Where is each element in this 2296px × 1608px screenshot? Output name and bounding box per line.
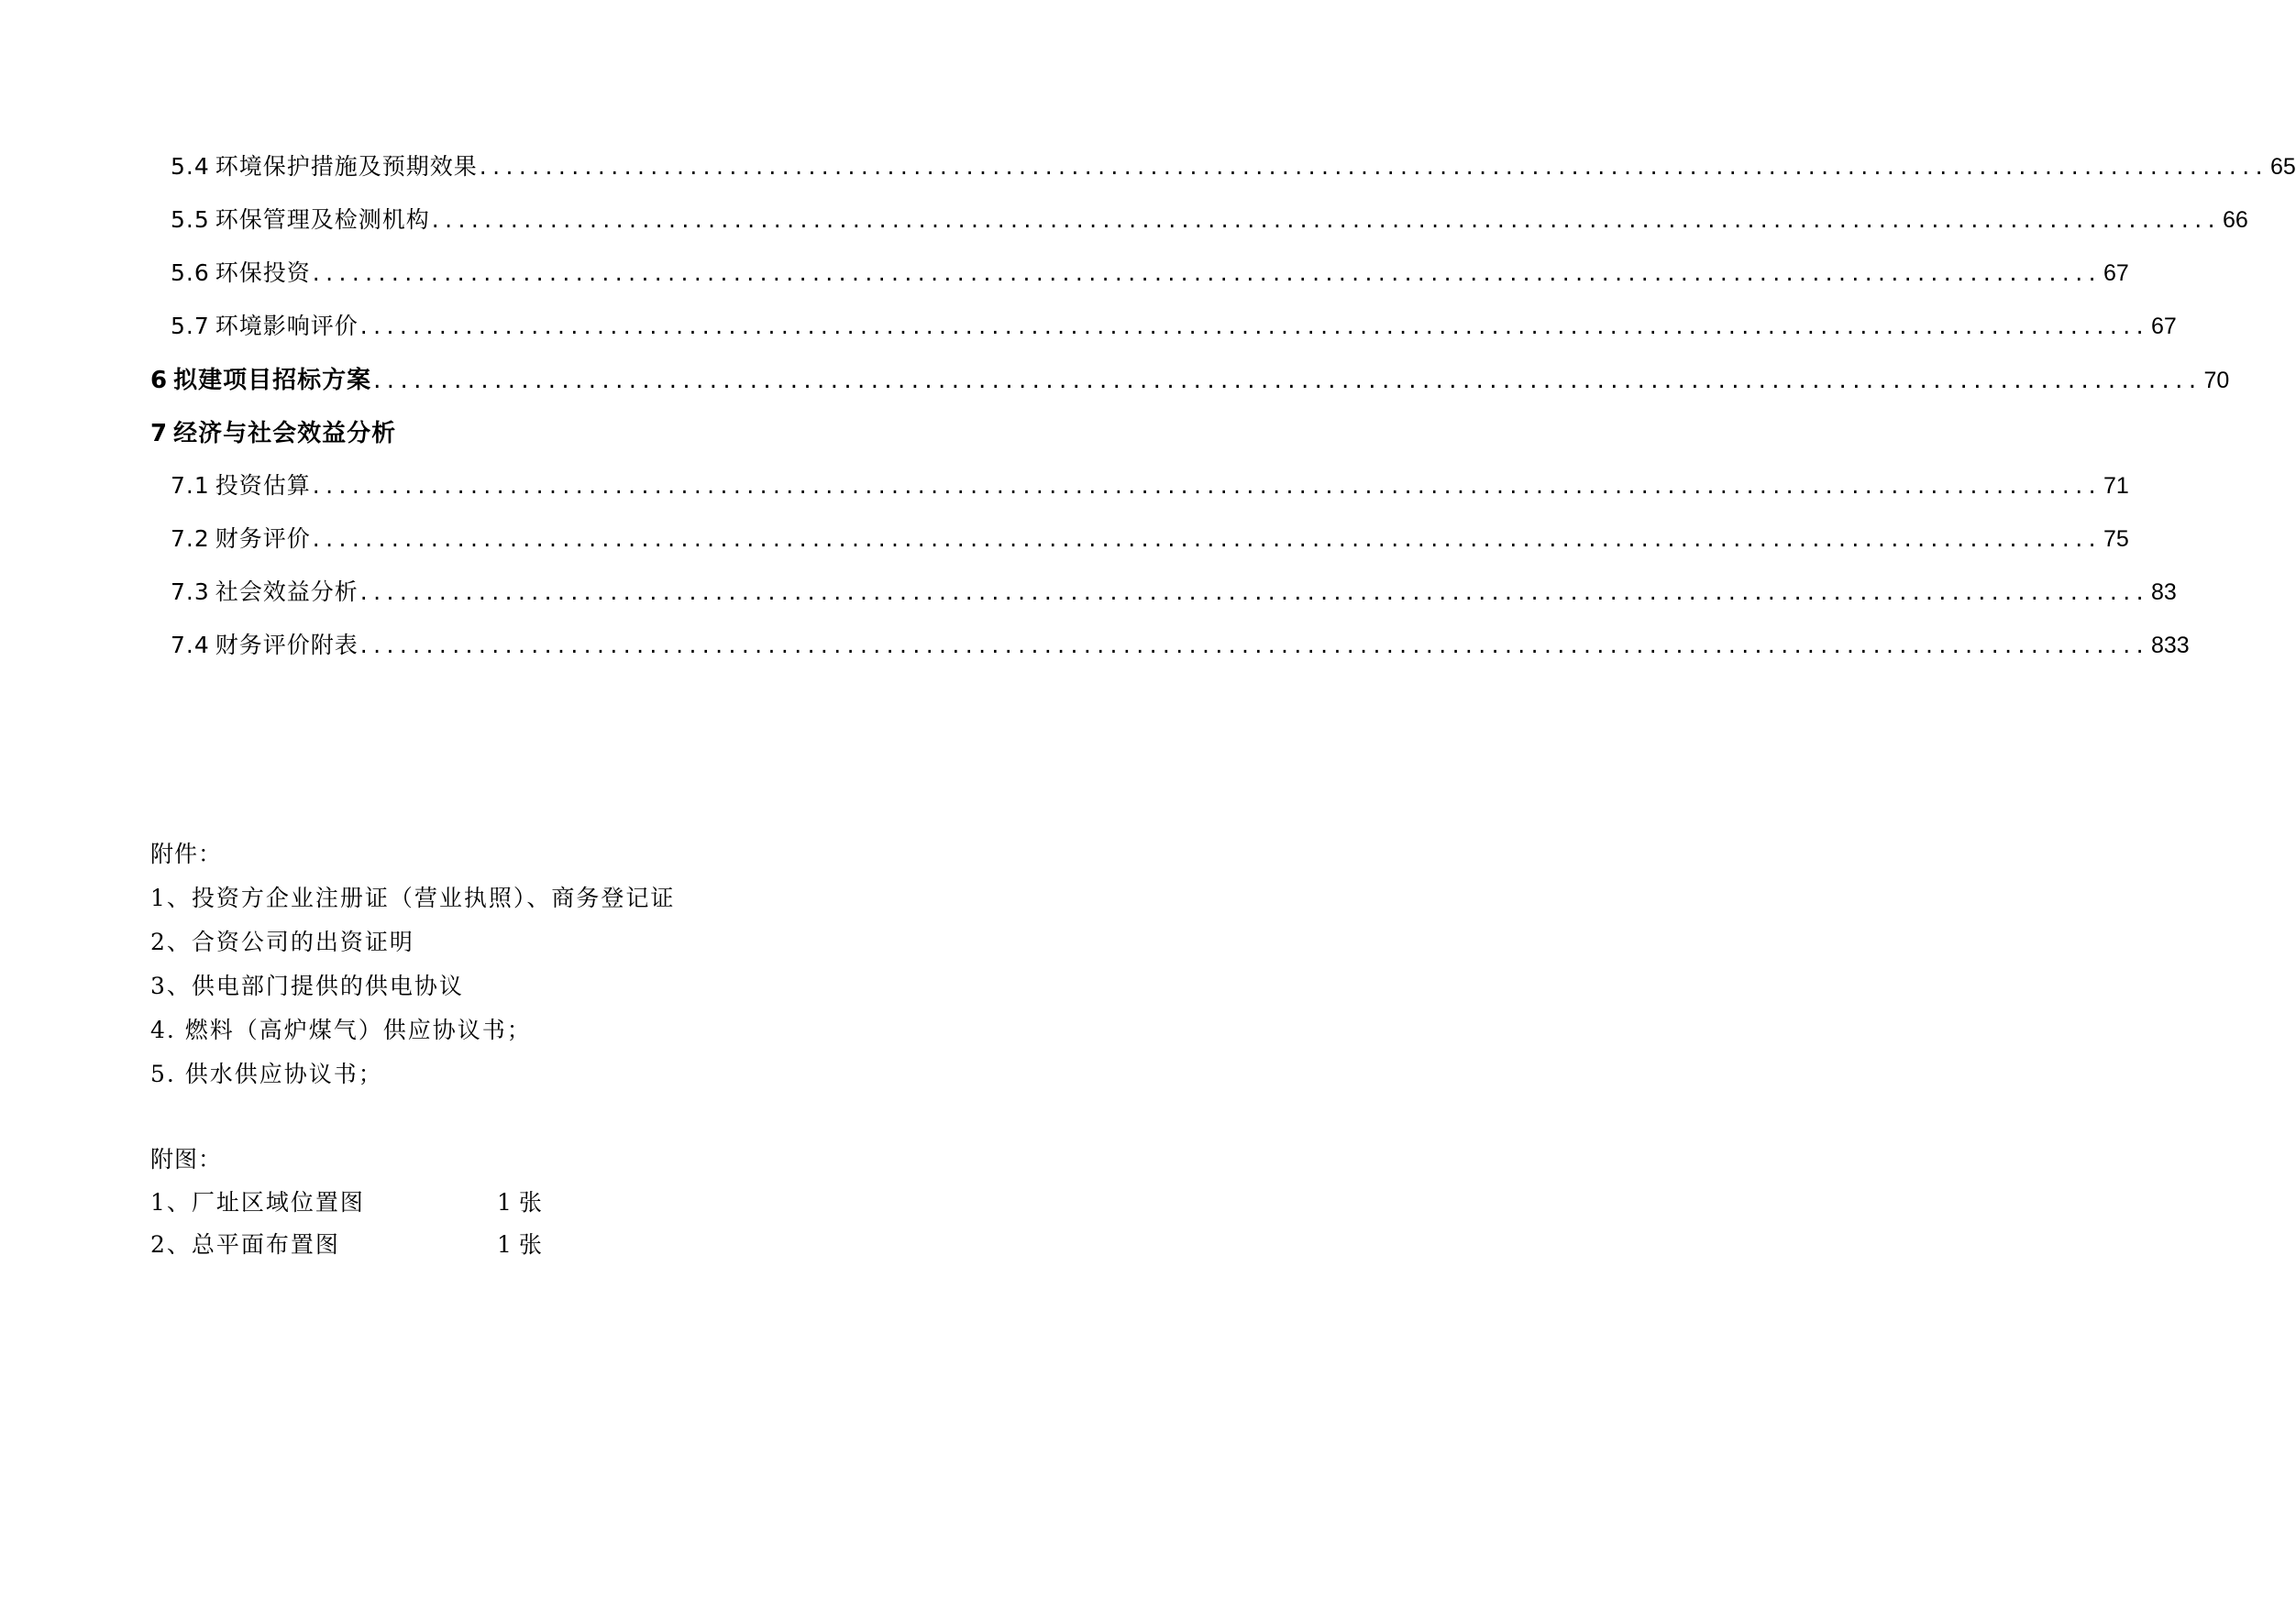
toc-entry-title: 环保投资 <box>215 259 311 286</box>
toc-entry-number: 5.7 <box>171 313 210 339</box>
toc-entry-title: 环保管理及检测机构 <box>215 206 430 233</box>
toc-chapter-title: 经济与社会效益分析 <box>173 420 397 447</box>
figure-item-label: 2、总平面布置图 <box>150 1231 340 1258</box>
toc-chapter-number: 7 <box>150 420 169 447</box>
toc-entry-page: 75 <box>2103 526 2129 552</box>
toc-entry-page: 66 <box>2222 207 2248 233</box>
toc-entry-title: 环境保护措施及预期效果 <box>215 153 478 180</box>
toc-entry-title: 财务评价附表 <box>215 632 359 658</box>
toc-entry-5-6[interactable] <box>171 255 2129 288</box>
attachment-item: 2、合资公司的出资证明 <box>150 929 414 955</box>
toc-entry-7-3[interactable] <box>171 574 2177 607</box>
attachment-item: 5. 供水供应协议书； <box>150 1061 383 1087</box>
toc-entry-7-1[interactable] <box>171 468 2129 501</box>
toc-dot-leader: ........................................................................................................................................ <box>312 259 2102 286</box>
toc-entry-7-4[interactable] <box>171 627 2190 660</box>
toc-entry-page: 67 <box>2103 260 2129 286</box>
toc-entry-title: 社会效益分析 <box>215 578 359 605</box>
figure-item-label: 1、厂址区域位置图 <box>150 1189 365 1216</box>
toc-entry-number: 7.1 <box>171 472 210 499</box>
toc-dot-leader: ........................................................................................................................................ <box>359 578 2149 605</box>
toc-entry-page: 833 <box>2150 633 2190 658</box>
attachments-heading: 附件： <box>150 841 223 867</box>
toc-entry-number: 7.2 <box>171 525 210 552</box>
toc-entry-number: 5.5 <box>171 206 210 233</box>
toc-dot-leader: ........................................................................................................................................ <box>312 472 2102 499</box>
toc-entry-page: 71 <box>2103 473 2129 499</box>
toc-entry-5-5[interactable] <box>171 202 2248 235</box>
attachment-item: 3、供电部门提供的供电协议 <box>150 973 464 999</box>
toc-entry-5-4[interactable] <box>171 149 2296 182</box>
toc-dot-leader: ........................................................................................................................................ <box>373 367 2202 394</box>
toc-entry-page: 65 <box>2269 154 2296 180</box>
figures-heading: 附图： <box>150 1146 223 1173</box>
attachment-item: 1、投资方企业注册证（营业执照）、商务登记证 <box>150 885 676 911</box>
toc-dot-leader: ........................................................................................................................................ <box>312 525 2102 552</box>
toc-dot-leader: ........................................................................................................................................ <box>359 313 2149 339</box>
toc-dot-leader: ........................................................................................................................................ <box>359 632 2149 658</box>
toc-entry-7-2[interactable] <box>171 521 2129 554</box>
toc-chapter-6[interactable] <box>150 361 2230 395</box>
toc-entry-page: 83 <box>2150 579 2177 605</box>
toc-entry-number: 7.4 <box>171 632 210 658</box>
toc-dot-leader: ........................................................................................................................................ <box>479 153 2268 180</box>
figure-item-count: 1 张 <box>497 1231 542 1258</box>
toc-entry-page: 67 <box>2150 314 2177 339</box>
toc-entry-number: 5.4 <box>171 153 210 180</box>
toc-entry-5-7[interactable] <box>171 308 2177 341</box>
attachment-item: 4. 燃料（高炉煤气）供应协议书； <box>150 1017 532 1043</box>
toc-chapter-7[interactable] <box>150 414 1021 448</box>
figure-item-count: 1 张 <box>497 1189 542 1216</box>
toc-entry-title: 环境影响评价 <box>215 313 359 339</box>
toc-entry-title: 财务评价 <box>215 525 311 552</box>
toc-entry-number: 7.3 <box>171 578 210 605</box>
toc-entry-number: 5.6 <box>171 259 210 286</box>
toc-chapter-page: 70 <box>2203 368 2230 393</box>
toc-chapter-title: 拟建项目招标方案 <box>173 367 372 394</box>
toc-chapter-number: 6 <box>150 367 169 394</box>
toc-entry-title: 投资估算 <box>215 472 311 499</box>
toc-dot-leader: ........................................................................................................................................ <box>431 206 2221 233</box>
